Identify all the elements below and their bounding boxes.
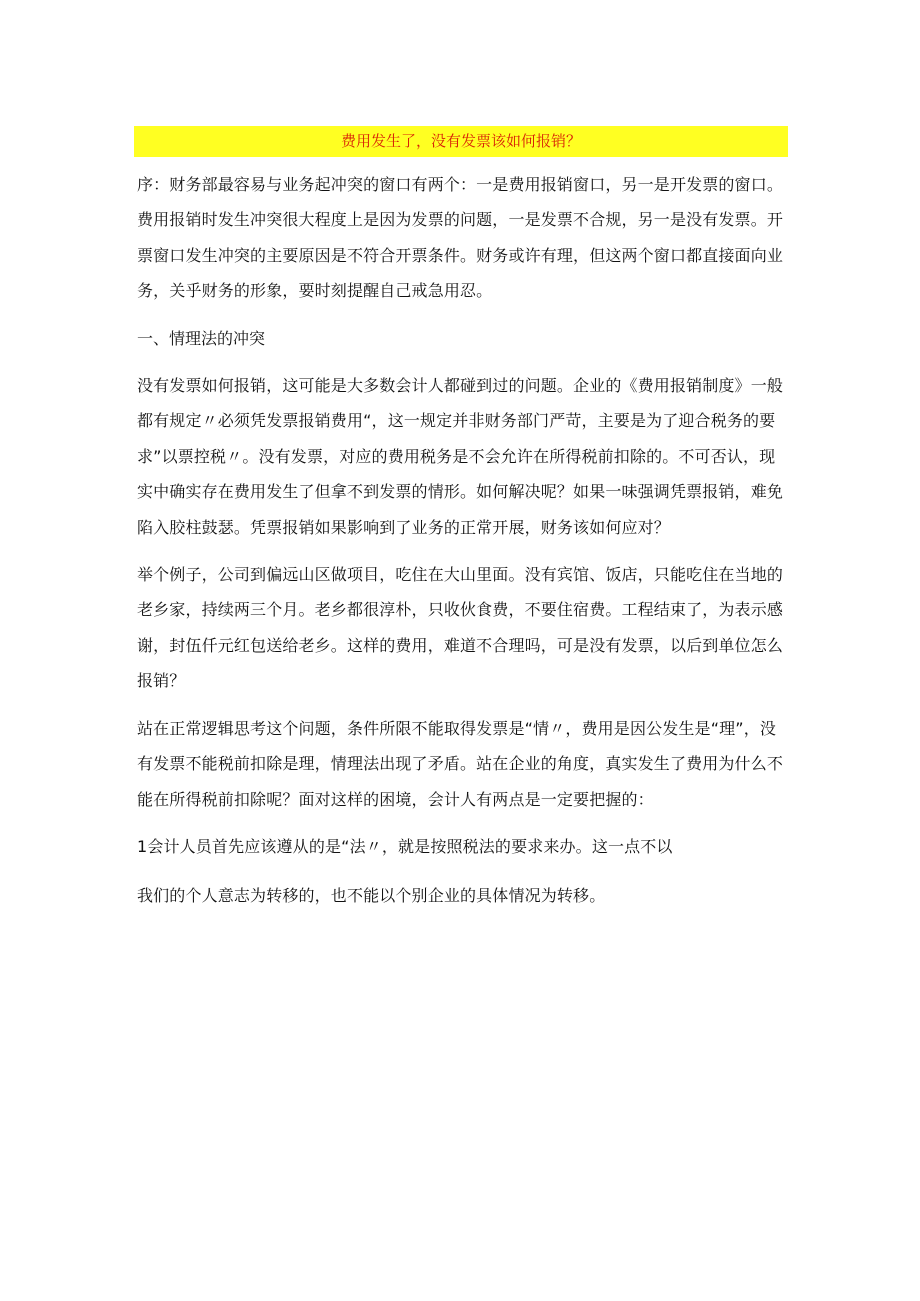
body-paragraph: 举个例子，公司到偏远山区做项目，吃住在大山里面。没有宾馆、饭店，只能吃住在当地的老乡家，持续两三个月。老乡都很淳朴，只收伙食费，不要住宿费。工程结束了，为表示感谢，封伍仟元红包送给老乡。这样的费用，难道不合理吗，可是没有发票，以后到单位怎么报销？ (137, 565, 784, 691)
body-paragraph: 1会计人员首先应该遵从的是“法〃，就是按照税法的要求来办。这一点不以 (137, 836, 673, 856)
preface-paragraph: 序：财务部最容易与业务起冲突的窗口有两个：一是费用报销窗口，另一是开发票的窗口。费用报销时发生冲突很大程度上是因为发票的问题，一是发票不合规，另一是没有发票。开票窗口发生冲突的主要原因是不符合开票条件。财务或许有理，但这两个窗口都直接面向业务，关乎财务的形象，要时刻提醒自己戒急用忍。 (137, 175, 784, 301)
page-title: 费用发生了，没有发票该如何报销？ (340, 132, 581, 150)
closing-line: 我们的个人意志为转移的，也不能以个别企业的具体情况为转移。 (137, 886, 606, 906)
title-band (134, 126, 788, 157)
article-body (137, 167, 787, 926)
body-paragraph: 站在正常逻辑思考这个问题，条件所限不能取得发票是“情〃，费用是因公发生是“理”，没有发票不能税前扣除是理，情理法出现了矛盾。站在企业的角度，真实发生了费用为什么不能在所得税前扣除呢？面对这样的困境，会计人有两点是一定要把握的： (137, 718, 784, 809)
section-heading: 一、情理法的冲突 (137, 328, 266, 348)
body-paragraph: 没有发票如何报销，这可能是大多数会计人都碰到过的问题。企业的《费用报销制度》一般都有规定〃必须凭发票报销费用“，这一规定并非财务部门严苛，主要是为了迎合税务的要求”以票控税〃。没有发票，对应的费用税务是不会允许在所得税前扣除的。不可否认，现实中确实存在费用发生了但拿不到发票的情形。如何解决呢？如果一味强调凭票报销，难免陷入胶柱鼓瑟。凭票报销如果影响到了业务的正常开展，财务该如何应对？ (137, 376, 784, 537)
